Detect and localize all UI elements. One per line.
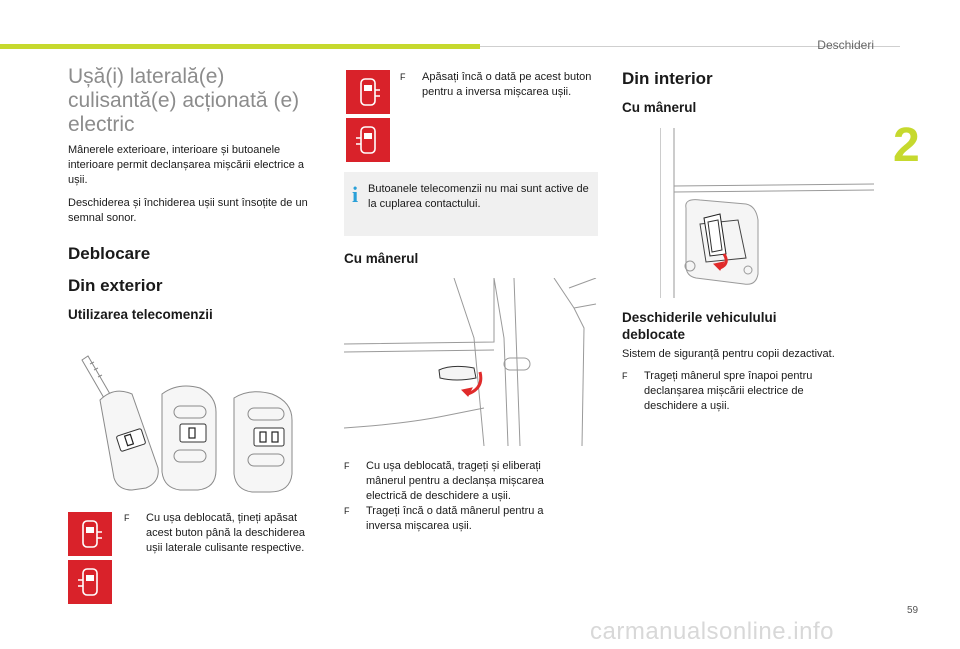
page-number: 59 [907,605,919,616]
section-title: Deschideri [817,38,874,52]
sliding-door-button-icon [68,560,112,604]
intro-paragraph-1: Mânerele exterioare, interioare și butoanele interioare permit declanșarea mișcării electrice a ușii. [68,144,304,186]
header-accent-bar [0,44,480,49]
pull-handle-instruction: F Cu ușa deblocată, trageți și eliberați mânerul pentru a declanșa mișcarea electrică de deschidere a ușii. [344,459,574,504]
heading-deblocare: Deblocare [68,244,151,263]
child-safety-text: Sistem de siguranță pentru copii dezactivat. [622,348,835,360]
info-box [344,172,598,236]
interior-pull-instruction: F Trageți mânerul spre înapoi pentru declanșarea mișcării electrice de deschidere a ușii. [622,369,842,414]
sliding-door-button-icon [68,512,112,556]
sliding-door-button-icon [346,70,390,114]
page-title: Ușă(i) laterală(e) culisantă(e) acționată (e) electric [68,65,300,136]
remote-instruction: F Cu ușa deblocată, țineți apăsat acest buton până la deschiderea ușii laterale culisante respective. [124,511,324,556]
info-icon: i [352,182,359,207]
heading-cu-manerul-exterior: Cu mânerul [344,251,419,266]
heading-din-exterior: Din exterior [68,276,163,295]
remote-keys-illustration [70,350,320,500]
watermark: carmanualsonline.info [590,618,834,645]
heading-deschiderile-deblocate: Deschiderile vehiculului deblocate [622,310,777,342]
info-text: Butoanele telecomenzii nu mai sunt active de la cuplarea contactului. [368,183,589,210]
heading-cu-manerul-interior: Cu mânerul [622,100,697,115]
heading-utilizarea-telecomenzii: Utilizarea telecomenzii [68,307,213,322]
press-again-instruction: F Apăsați încă o dată pe acest buton pentru a inversa mișcarea ușii. [400,70,600,100]
interior-handle-illustration [660,128,874,298]
sliding-door-button-icon [346,118,390,162]
pull-again-instruction: F Trageți încă o dată mânerul pentru a inversa mișcarea ușii. [344,504,574,534]
intro-paragraph-2: Deschiderea și închiderea ușii sunt însoțite de un semnal sonor. [68,197,308,224]
chapter-number: 2 [893,119,920,172]
heading-din-interior: Din interior [622,69,713,88]
exterior-handle-illustration [344,278,598,446]
